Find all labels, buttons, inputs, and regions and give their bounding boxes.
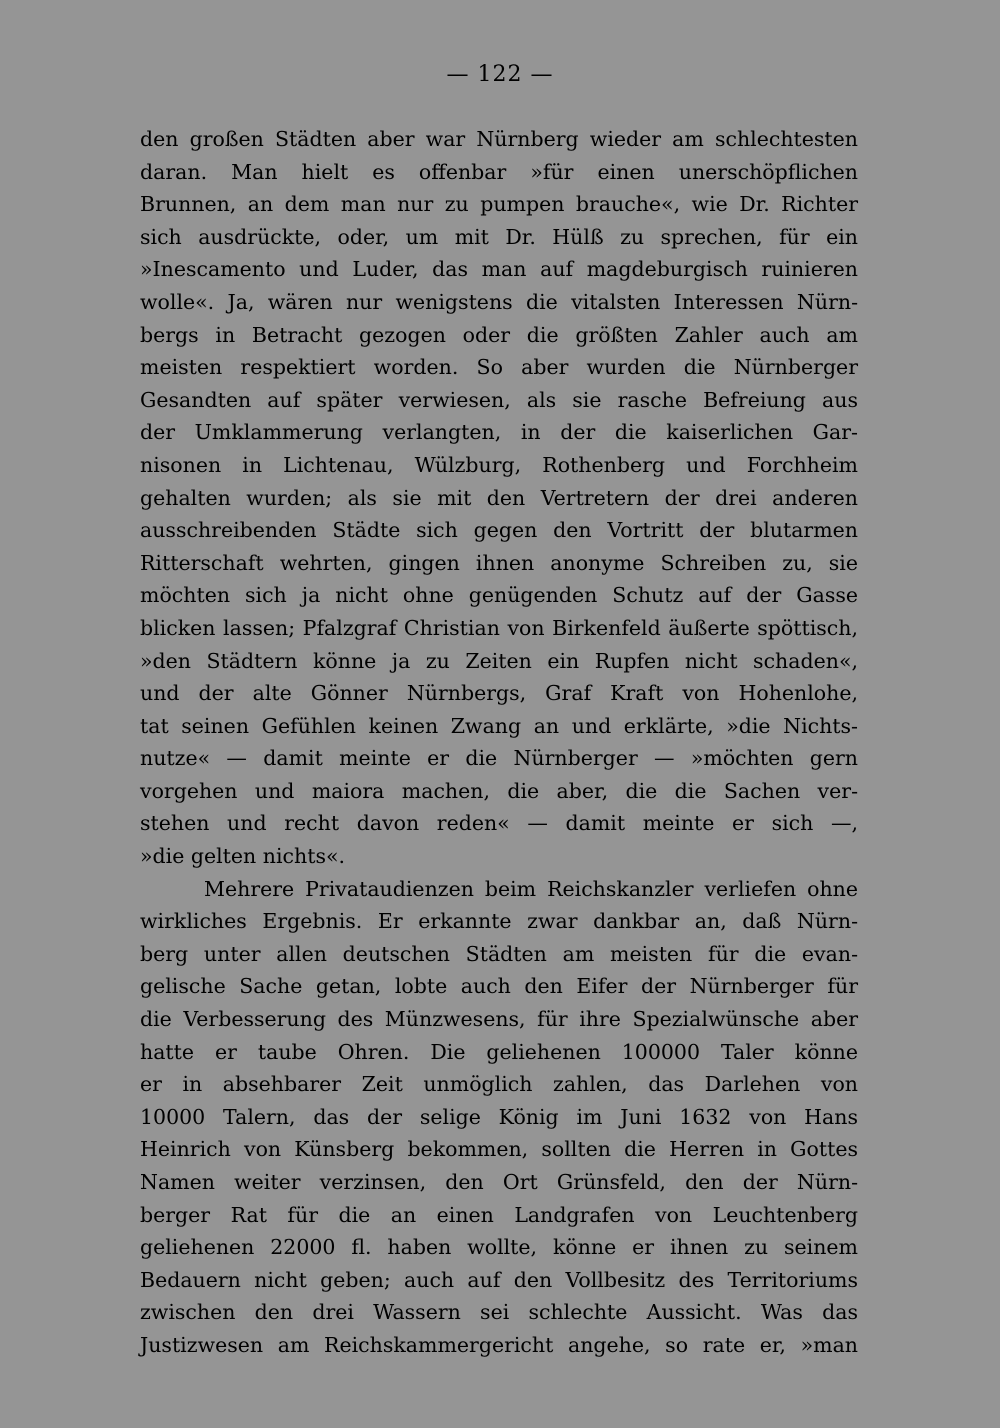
text-line: gehalten wurden; als sie mit den Vertretern der drei anderen xyxy=(140,485,858,510)
paragraph-2 xyxy=(140,873,858,1362)
text-line: »den Städtern könne ja zu Zeiten ein Rupfen nicht schaden«, xyxy=(140,648,858,673)
text-line: die Verbesserung des Münzwesens, für ihre Spezialwünsche aber xyxy=(140,1007,858,1032)
text-line: und der alte Gönner Nürnbergs, Graf Kraft von Hohenlohe, xyxy=(140,681,858,706)
text-line: Justizwesen am Reichskammergericht angehe, so rate er, »man xyxy=(140,1332,858,1357)
page-number: — 122 — xyxy=(446,62,554,87)
text-line: geliehenen 22000 fl. haben wollte, könne er ihnen zu seinem xyxy=(140,1235,858,1260)
text-line: hatte er taube Ohren. Die geliehenen 100000 Taler könne xyxy=(140,1039,858,1064)
text-line: daran. Man hielt es offenbar »für einen unerschöpflichen xyxy=(140,159,858,184)
text-line: berg unter allen deutschen Städten am meisten für die evan- xyxy=(140,941,858,966)
body-text xyxy=(140,123,858,1362)
text-line: berger Rat für die an einen Landgrafen von Leuchtenberg xyxy=(140,1202,858,1227)
text-line: Bedauern nicht geben; auch auf den Vollbesitz des Territoriums xyxy=(140,1267,858,1292)
text-line: blicken lassen; Pfalzgraf Christian von Birkenfeld äußerte spöttisch, xyxy=(140,615,858,640)
text-line: Heinrich von Künsberg bekommen, sollten die Herren in Gottes xyxy=(140,1137,858,1162)
text-line: bergs in Betracht gezogen oder die größten Zahler auch am xyxy=(140,322,858,347)
text-line: Brunnen, an dem man nur zu pumpen brauche«, wie Dr. Richter xyxy=(140,192,858,217)
text-line: möchten sich ja nicht ohne genügenden Schutz auf der Gasse xyxy=(140,583,858,608)
text-line: Namen weiter verzinsen, den Ort Grünsfeld, den der Nürn- xyxy=(140,1170,858,1194)
text-line: wirkliches Ergebnis. Er erkannte zwar dankbar an, daß Nürn- xyxy=(140,909,858,934)
text-line: wolle«. Ja, wären nur wenigstens die vitalsten Interessen Nürn- xyxy=(140,289,858,314)
text-line: nisonen in Lichtenau, Wülzburg, Rothenberg und Forchheim xyxy=(140,452,858,477)
text-line: »die gelten nichts«. xyxy=(140,844,346,869)
text-line: gelische Sache getan, lobte auch den Eifer der Nürnberger für xyxy=(140,974,858,999)
text-line: Gesandten auf später verwiesen, als sie rasche Befreiung aus xyxy=(140,387,858,412)
text-line: der Umklammerung verlangten, in der die kaiserlichen Gar- xyxy=(140,420,858,445)
text-line: ausschreibenden Städte sich gegen den Vortritt der blutarmen xyxy=(140,518,858,543)
text-line: Mehrere Privataudienzen beim Reichskanzler verliefen ohne xyxy=(204,876,858,901)
text-line: zwischen den drei Wassern sei schlechte Aussicht. Was das xyxy=(140,1300,858,1325)
paragraph-1 xyxy=(140,123,858,873)
text-line: tat seinen Gefühlen keinen Zwang an und erklärte, »die Nichts- xyxy=(140,713,858,738)
text-line: sich ausdrückte, oder, um mit Dr. Hülß zu sprechen, für ein xyxy=(140,224,858,249)
text-line: nutze« — damit meinte er die Nürnberger — »möchten gern xyxy=(140,746,858,771)
text-line: stehen und recht davon reden« — damit meinte er sich —, xyxy=(140,811,858,836)
text-line: er in absehbarer Zeit unmöglich zahlen, das Darlehen von xyxy=(140,1072,858,1097)
text-line: den großen Städten aber war Nürnberg wieder am schlechtesten xyxy=(140,127,858,151)
text-line: »Inescamento und Luder, das man auf magdeburgisch ruinieren xyxy=(140,257,858,282)
text-line: meisten respektiert worden. So aber wurden die Nürnberger xyxy=(140,355,858,380)
text-line: Ritterschaft wehrten, gingen ihnen anonyme Schreiben zu, sie xyxy=(140,550,858,575)
text-line: vorgehen und maiora machen, die aber, die die Sachen ver- xyxy=(140,778,858,803)
text-line: 10000 Talern, das der selige König im Juni 1632 von Hans xyxy=(140,1104,858,1129)
